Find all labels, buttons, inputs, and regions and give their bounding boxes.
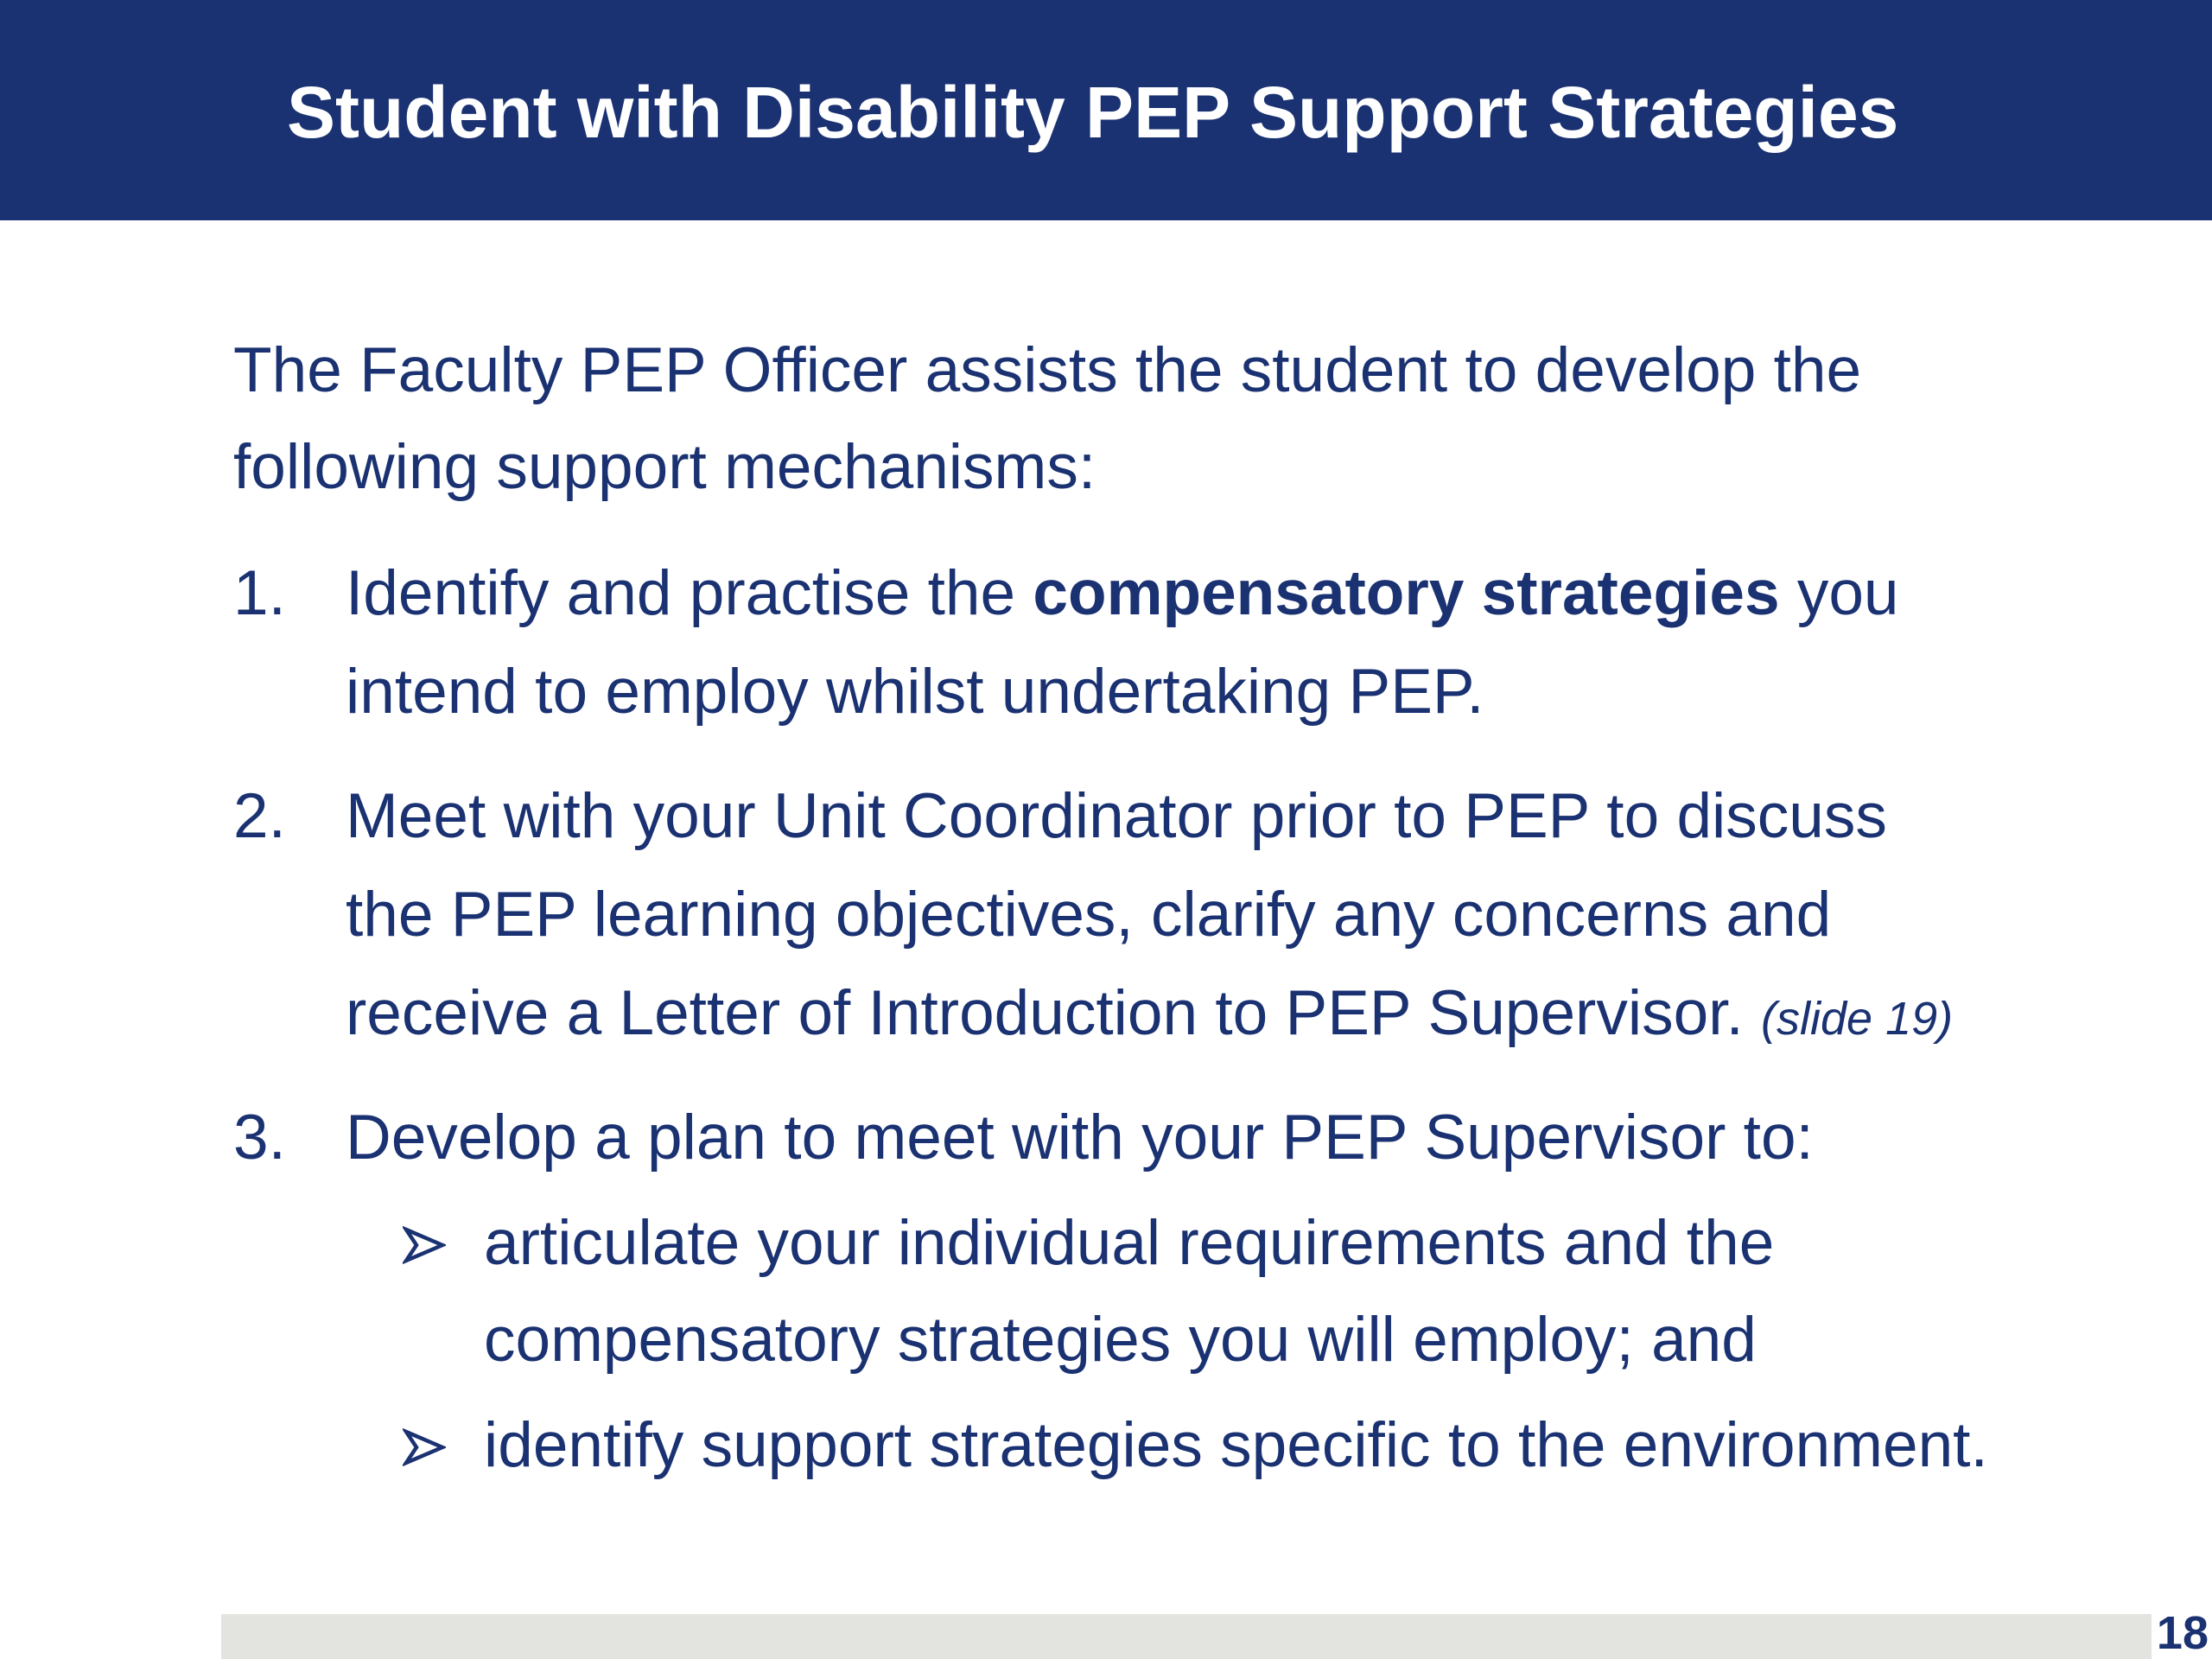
item-2-line-3 [346,975,1953,1058]
intro-line-2: following support mechanisms: [233,432,1096,502]
item-2-line-2: the PEP learning objectives, clarify any concerns and [346,880,1832,950]
item-2-line-3-text: receive a Letter of Introduction to PEP Supervisor. [346,978,1744,1048]
footer-bar [221,1614,2162,1659]
item-1-text-after: you [1779,558,1899,628]
intro-line-1: The Faculty PEP Officer assists the student to develop the [233,335,1862,405]
title-banner [0,0,2212,220]
slide-title: Student with Disability PEP Support Strategies [287,72,1899,153]
arrowhead-bullet-icon [403,1408,446,1486]
item-number: 1. [233,558,286,628]
item-number: 2. [233,781,286,851]
subitem-1-line-2: compensatory strategies you will employ; and [484,1305,1757,1375]
item-number: 3. [233,1103,286,1173]
arrowhead-bullet-icon [403,1206,446,1284]
subitem-1-line-1: articulate your individual requirements and the [484,1208,1775,1278]
item-3-line-1: Develop a plan to meet with your PEP Supervisor to: [346,1103,1814,1173]
item-1-line-2: intend to employ whilst undertaking PEP. [346,657,1484,727]
subitem-2-line-1: identify support strategies specific to the environment. [484,1410,1988,1480]
item-1-line-1 [346,555,1899,632]
item-1-text-before: Identify and practise the [346,558,1033,628]
page-number: 18 [2152,1607,2209,1659]
item-2-line-1: Meet with your Unit Coordinator prior to PEP to discuss [346,781,1887,851]
item-1-emphasis: compensatory strategies [1033,558,1780,628]
slide-reference-note: (slide 19) [1761,993,1954,1045]
